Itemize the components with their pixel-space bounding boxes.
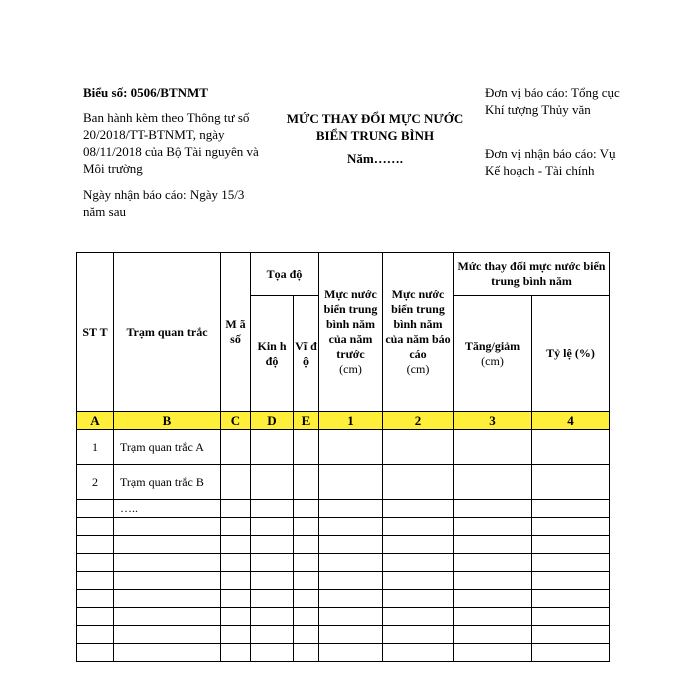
- report-table: [76, 252, 610, 662]
- receiving-unit: Đơn vị nhận báo cáo: Vụ Kế hoạch - Tài chính: [485, 146, 616, 178]
- column-letter: D: [251, 412, 294, 430]
- table-row: [77, 590, 610, 608]
- header-change: Mức thay đổi mực nước biển trung bình năm: [454, 253, 610, 296]
- header-prev-year-label: Mực nước biển trung bình năm của năm trước: [323, 287, 378, 361]
- header-longitude: Kin h độ: [251, 296, 294, 412]
- table-row: [77, 536, 610, 554]
- row-station: …..: [114, 500, 221, 518]
- table-row: [77, 430, 610, 465]
- header-stt: ST T: [77, 253, 114, 412]
- column-letter: B: [114, 412, 221, 430]
- column-letter: 1: [319, 412, 383, 430]
- reporting-unit: Đơn vị báo cáo: Tổng cục Khí tượng Thủy văn: [485, 85, 620, 117]
- header-delta-unit: (cm): [481, 353, 504, 368]
- table-row: [77, 518, 610, 536]
- header-curr-year-level: [383, 253, 454, 412]
- report-title: MỨC THAY ĐỔI MỰC NƯỚC BIỂN TRUNG BÌNH: [286, 111, 464, 143]
- header-code: M ã số: [221, 253, 251, 412]
- column-letter: 4: [532, 412, 610, 430]
- column-letter: 3: [454, 412, 532, 430]
- column-letter: E: [294, 412, 319, 430]
- report-year: Năm…….: [347, 151, 403, 166]
- table-row: [77, 626, 610, 644]
- column-letter: A: [77, 412, 114, 430]
- row-stt: [77, 500, 114, 518]
- table-row: [77, 554, 610, 572]
- row-stt: 1: [77, 430, 114, 465]
- table-row: [77, 608, 610, 626]
- row-station: Trạm quan trắc A: [114, 430, 221, 465]
- form-code: Biểu số: 0506/BTNMT: [83, 85, 208, 100]
- column-letter: 2: [383, 412, 454, 430]
- received-date-note: Ngày nhận báo cáo: Ngày 15/3 năm sau: [83, 187, 245, 219]
- column-letter: C: [221, 412, 251, 430]
- row-stt: 2: [77, 465, 114, 500]
- table-row: [77, 644, 610, 662]
- header-station: Trạm quan trắc: [114, 253, 221, 412]
- header-delta: [454, 296, 532, 412]
- issued-by-note: Ban hành kèm theo Thông tư số 20/2018/TT-BTNMT, ngày 08/11/2018 của Bộ Tài nguyên và Môi trường: [83, 110, 259, 176]
- row-station: Trạm quan trắc B: [114, 465, 221, 500]
- header-curr-year-unit: (cm): [406, 362, 430, 376]
- header-delta-label: Tăng/giảm: [464, 338, 521, 353]
- column-letter-row: [77, 412, 610, 430]
- header-curr-year-label: Mực nước biển trung bình năm của năm báo cáo: [385, 287, 451, 361]
- header-prev-year-level: [319, 253, 383, 412]
- header-prev-year-unit: (cm): [339, 362, 362, 376]
- header-coordinates: Tọa độ: [251, 253, 319, 296]
- table-row: [77, 465, 610, 500]
- table-row: [77, 500, 610, 518]
- header-latitude: Vĩ đ ộ: [294, 296, 319, 412]
- table-row: [77, 572, 610, 590]
- header-ratio: Tỷ lệ (%): [532, 296, 610, 412]
